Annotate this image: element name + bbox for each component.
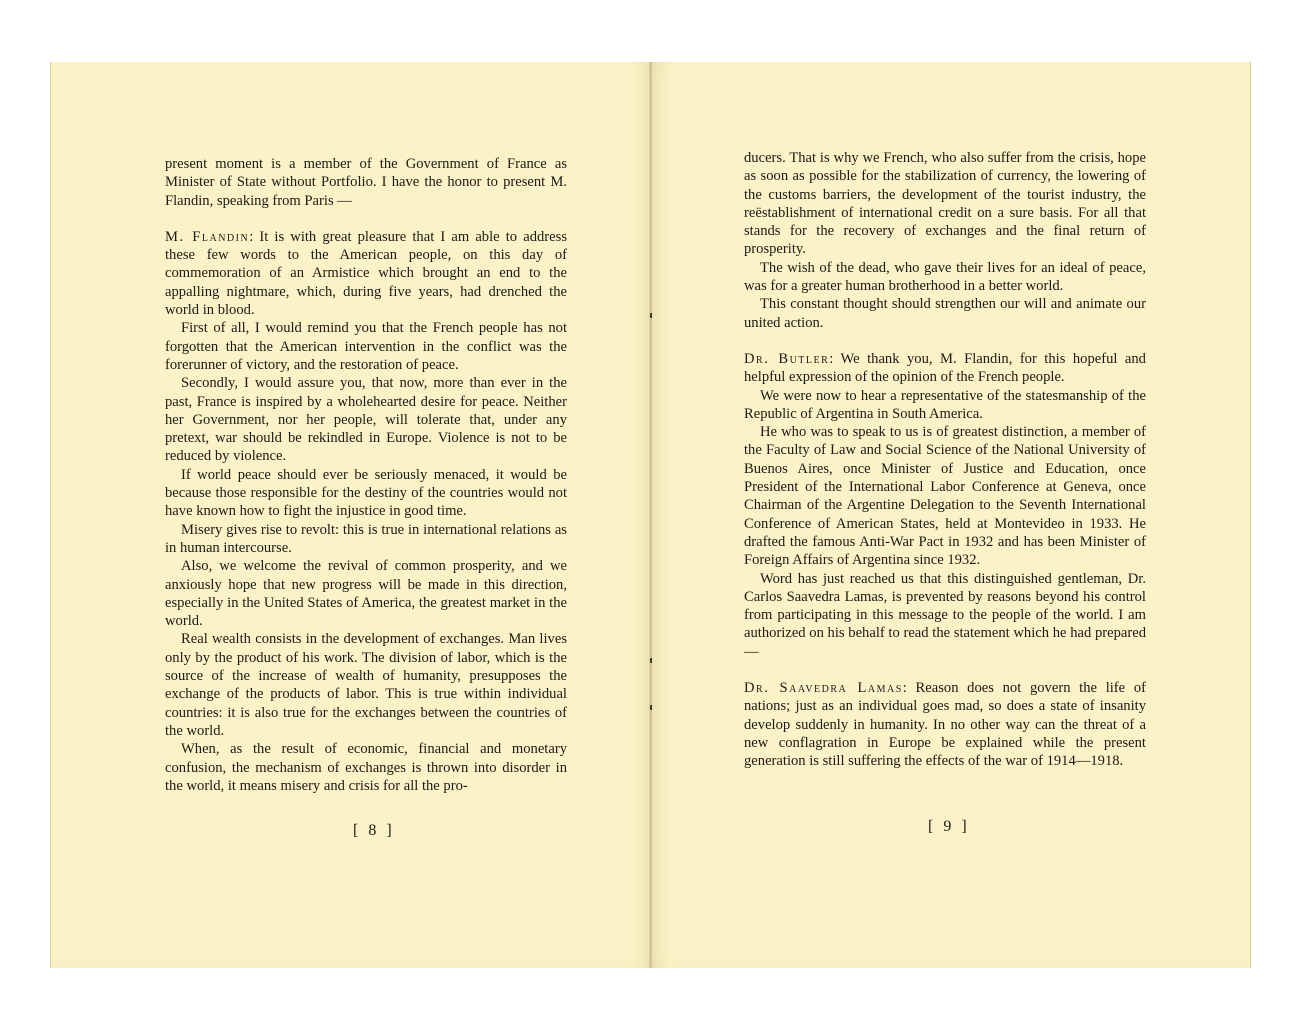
paragraph: We were now to hear a representative of the statesmanship of the Republic of Argentina in South America. <box>744 387 1146 422</box>
paragraph: This constant thought should strengthen our will and animate our united action. <box>744 296 1146 331</box>
page-number: [ 9 ] <box>928 818 970 835</box>
paragraph: The wish of the dead, who gave their lives for an ideal of peace, was for a greater human brotherhood in a better world. <box>744 259 1146 295</box>
left-page <box>50 62 651 968</box>
paragraph: ducers. That is why we French, who also suffer from the crisis, hope as soon as possible for the stabilization of currency, the lowering of the customs barriers, the development of the tourist industry, the reëstablishment of international credit on a sure basis. For all that stands for the recovery of exchanges and the final return of prosperity. <box>744 150 1146 258</box>
paragraph: Misery gives rise to revolt: this is true in international relations as in human intercourse. <box>165 521 567 556</box>
speaker-name: Dr. Butler <box>744 350 830 367</box>
paragraph: He who was to speak to us is of greatest distinction, a member of the Faculty of Law and Social Science of the National University of Buenos Aires, once Minister of Justice and Education, once President of the International Labor Conference at Geneva, once Chairman of the Argentine Delegation to the Seventh International Conference of American States, held at Montevideo in 1933. He drafted the famous Anti-War Pact in 1932 and has been Minister of Foreign Affairs of Argentina since 1932. <box>744 424 1146 569</box>
paragraph: Secondly, I would assure you, that now, more than ever in the past, France is inspired by a wholehearted desire for peace. Neither her Government, nor her people, will tolerate that, under any pretext, war should be rekindled in Europe. Violence is not to be reduced by violence. <box>165 375 567 465</box>
right-page-text <box>744 149 1146 771</box>
speech-text: : Reason does not govern the life of nations; just as an individual goes mad, so does a state of insanity develop suddenly in humanity. In no other way can the threat of a new conflagration in Europe be explained while the present generation is still suffering the effects of the war of 1914—1918. <box>744 680 1146 770</box>
left-page-text <box>165 155 567 795</box>
speech-paragraph <box>744 679 1146 770</box>
paragraph: Word has just reached us that this distinguished gentleman, Dr. Carlos Saavedra Lamas, is prevented by reasons beyond his control from participating in this message to the people of the world. I am authorized on his behalf to read the statement which he had prepared — <box>744 570 1146 660</box>
paragraph: If world peace should ever be seriously menaced, it would be because those responsible for the destiny of the countries would not have known how to fight the injustice in good time. <box>165 466 567 520</box>
speech-text: : We thank you, M. Flandin, for this hopeful and helpful expression of the opinion of the French people. <box>744 350 1146 386</box>
right-page <box>652 62 1251 968</box>
speaker-name: M. Flandin <box>165 228 250 245</box>
speech-paragraph <box>744 350 1146 387</box>
speech-text: : It is with great pleasure that I am able to address these few words to the American people, on this day of commemoration of an Armistice which brought an end to the appalling nightmare, which, during five years, had drenched the world in blood. <box>165 228 567 319</box>
paragraph: Also, we welcome the revival of common prosperity, and we anxiously hope that new progress will be made in this direction, especially in the United States of America, the greatest market in the world. <box>165 558 567 630</box>
speaker-name: Dr. Saavedra Lamas <box>744 680 903 697</box>
speech-paragraph <box>165 228 567 319</box>
paragraph: Real wealth consists in the development of exchanges. Man lives only by the product of his work. The division of labor, which is the source of the increase of wealth of humanity, presupposes the exchange of the products of labor. This is true within individual countries: it is also true for the exchanges between the countries of the world. <box>165 631 567 739</box>
paragraph: present moment is a member of the Government of France as Minister of State without Portfolio. I have the honor to present M. Flandin, speaking from Paris — <box>165 156 567 209</box>
paragraph: First of all, I would remind you that the French people has not forgotten that the American intervention in the conflict was the forerunner of victory, and the restoration of peace. <box>165 320 567 373</box>
page-number: [ 8 ] <box>353 822 395 839</box>
paragraph: When, as the result of economic, financial and monetary confusion, the mechanism of exchanges is thrown into disorder in the world, it means misery and crisis for all the pro- <box>165 741 567 794</box>
